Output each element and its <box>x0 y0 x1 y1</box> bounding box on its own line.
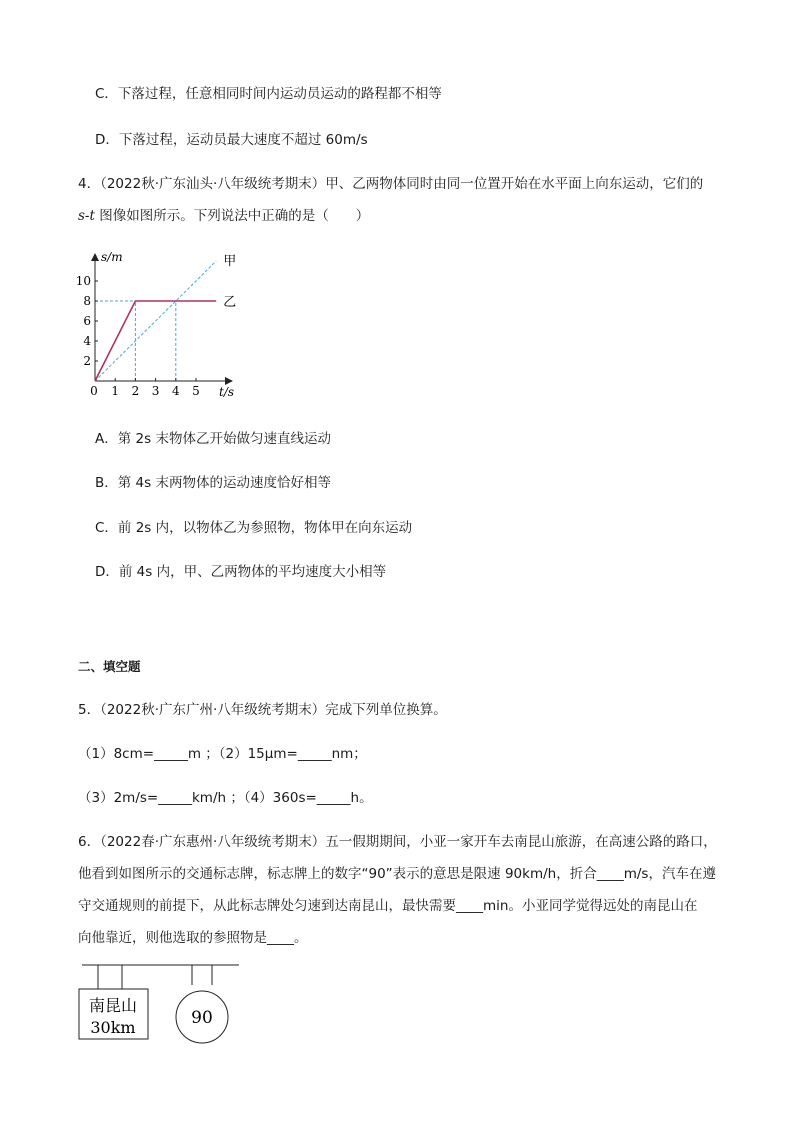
series-label-jia: 甲 <box>223 254 237 269</box>
q6-line1: 6．（2022春·广东惠州·八年级统考期末）五一假期期间，小亚一家开车去南昆山旅游，在高速公路的路口， <box>78 834 717 850</box>
x-tick-label: 1 <box>111 384 120 398</box>
y-tick-label: 6 <box>83 314 91 328</box>
q6-line3: 守交通规则的前提下，从此标志牌处匀速到达南昆山，最快需要____min。小亚同学觉得远处的南昆山在 <box>78 898 698 914</box>
x-tick-label: 5 <box>192 384 200 398</box>
distance-sign-place: 南昆山 <box>88 996 138 1015</box>
q5-stem: 5．（2022秋·广东广州·八年级统考期末）完成下列单位换算。 <box>78 702 447 718</box>
section-title: 二、填空题 <box>78 659 141 674</box>
series-label-yi: 乙 <box>223 295 237 310</box>
q6-line2: 他看到如图所示的交通标志牌，标志牌上的数字“90”表示的意思是限速 90km/h，折合____m/s，汽车在遵 <box>78 866 716 882</box>
x-tick-label: 4 <box>171 384 180 398</box>
x-tick-label: 0 <box>90 384 98 398</box>
q4-stem-variable: s-t <box>78 208 95 224</box>
x-tick-label: 2 <box>131 384 140 398</box>
q5-line2: （3）2m/s=_____km/h ；（4）360s=_____h。 <box>78 790 373 806</box>
speed-limit-value: 90 <box>191 1008 213 1028</box>
q4-stem-line1: 4．（2022秋·广东汕头·八年级统考期末）甲、乙两物体同时由同一位置开始在水平面上向东运动，它们的 <box>78 176 704 192</box>
x-axis-label: t/s <box>219 385 235 399</box>
y-tick-label: 4 <box>83 334 91 348</box>
y-tick-label: 8 <box>83 294 91 308</box>
q4-option-b: B．第 4s 末两物体的运动速度恰好相等 <box>95 475 331 491</box>
q5-line1: （1）8cm=_____m ；（2）15μm=_____nm； <box>78 746 367 762</box>
st-graph <box>72 250 242 400</box>
q4-option-a: A．第 2s 末物体乙开始做匀速直线运动 <box>95 431 331 447</box>
q4-stem-line2 <box>78 204 369 224</box>
traffic-sign-figure <box>76 960 246 1045</box>
y-tick-label: 10 <box>75 274 91 288</box>
y-axis-label: s/m <box>101 250 123 264</box>
q4-option-d: D．前 4s 内，甲、乙两物体的平均速度大小相等 <box>95 564 387 580</box>
q6-line4: 向他靠近，则他选取的参照物是____。 <box>78 930 308 946</box>
x-tick-label: 3 <box>151 384 160 398</box>
distance-sign-distance: 30km <box>90 1018 136 1037</box>
q3-option-d: D．下落过程，运动员最大速度不超过 60m/s <box>95 132 368 148</box>
q3-option-c: C．下落过程，任意相同时间内运动员运动的路程都不相等 <box>95 86 442 102</box>
series-line-jia <box>95 261 216 381</box>
y-tick-label: 2 <box>83 354 91 368</box>
q4-option-c: C．前 2s 内，以物体乙为参照物，物体甲在向东运动 <box>95 520 413 536</box>
q4-stem-rest: 图像如图所示。下列说法中正确的是（ ） <box>94 208 370 224</box>
series-line-yi <box>95 301 216 381</box>
